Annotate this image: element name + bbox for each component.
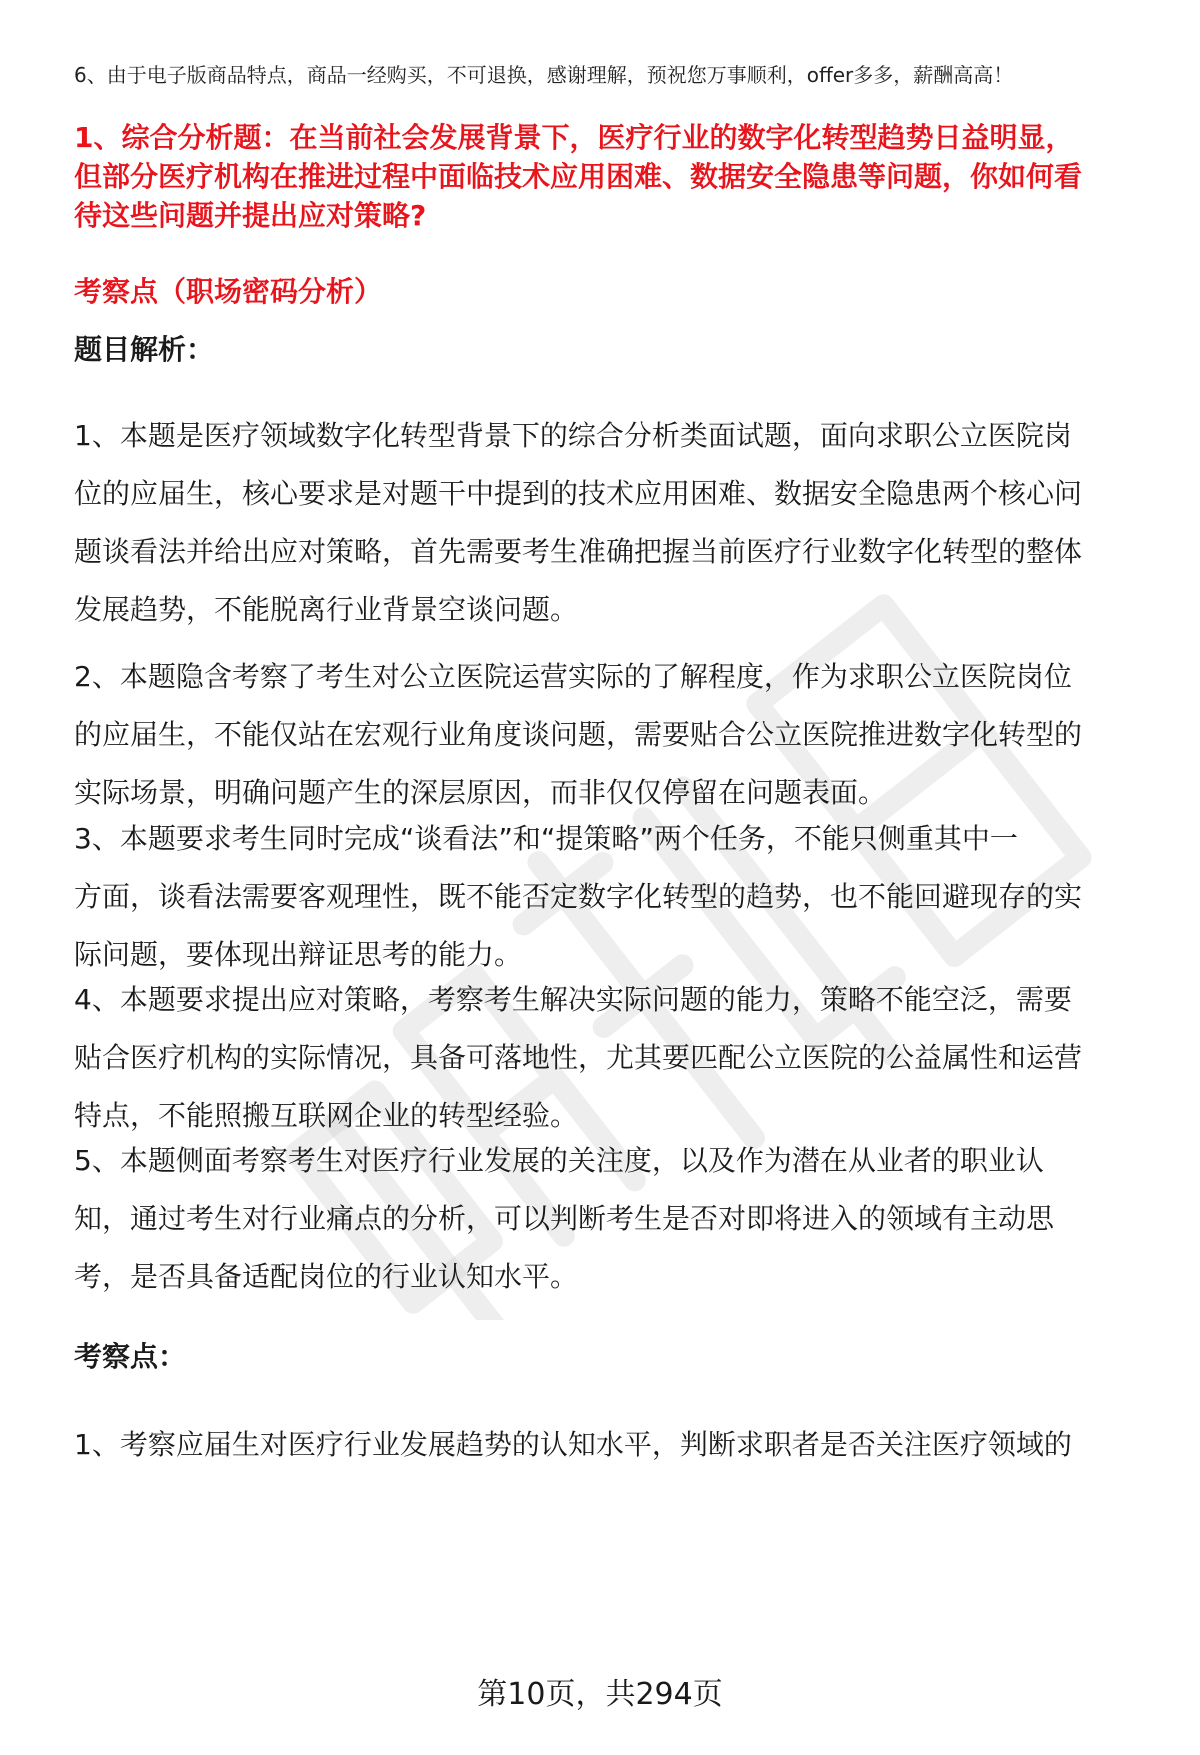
analysis-line: 4、本题要求提出应对策略，考察考生解决实际问题的能力，策略不能空泛，需要: [74, 983, 1072, 1016]
analysis-line: 题谈看法并给出应对策略，首先需要考生准确把握当前医疗行业数字化转型的整体: [74, 535, 1083, 568]
question-title: [74, 118, 1146, 235]
analysis-item: [74, 810, 1146, 984]
analysis-line: 方面，谈看法需要客观理性，既不能否定数字化转型的趋势，也不能回避现存的实: [74, 880, 1083, 913]
exam-point-red-heading: 考察点（职场密码分析）: [74, 275, 383, 308]
analysis-item: [74, 407, 1146, 639]
analysis-line: 3、本题要求考生同时完成“谈看法”和“提策略”两个任务，不能只侧重其中一: [74, 822, 1018, 855]
analysis-line: 1、本题是医疗领域数字化转型背景下的综合分析类面试题，面向求职公立医院岗: [74, 419, 1072, 452]
purchase-notice: 6、由于电子版商品特点，商品一经购买，不可退换，感谢理解，预祝您万事顺利，offer多多，薪酬高高！: [74, 63, 1014, 87]
exam-point-item: [74, 1416, 1146, 1474]
question-line: 但部分医疗机构在推进过程中面临技术应用困难、数据安全隐患等问题，你如何看: [74, 160, 1083, 193]
exam-point-line: 1、考察应届生对医疗行业发展趋势的认知水平，判断求职者是否关注医疗领域的: [74, 1428, 1072, 1461]
analysis-line: 考，是否具备适配岗位的行业认知水平。: [74, 1260, 579, 1293]
exam-points-heading: 考察点：: [74, 1340, 187, 1373]
analysis-item: [74, 971, 1146, 1145]
page-number: 第10页，共294页: [477, 1677, 723, 1712]
analysis-line: 知，通过考生对行业痛点的分析，可以判断考生是否对即将进入的领域有主动思: [74, 1202, 1055, 1235]
analysis-line: 5、本题侧面考察考生对医疗行业发展的关注度，以及作为潜在从业者的职业认: [74, 1144, 1044, 1177]
analysis-line: 实际场景，明确问题产生的深层原因，而非仅仅停留在问题表面。: [74, 776, 887, 809]
question-line: 1、综合分析题：在当前社会发展背景下，医疗行业的数字化转型趋势日益明显，: [74, 121, 1074, 154]
analysis-line: 贴合医疗机构的实际情况，具备可落地性，尤其要匹配公立医院的公益属性和运营: [74, 1041, 1083, 1074]
analysis-line: 特点，不能照搬互联网企业的转型经验。: [74, 1099, 579, 1132]
analysis-item: [74, 648, 1146, 822]
analysis-line: 的应届生，不能仅站在宏观行业角度谈问题，需要贴合公立医院推进数字化转型的: [74, 718, 1083, 751]
analysis-line: 2、本题隐含考察了考生对公立医院运营实际的了解程度，作为求职公立医院岗位: [74, 660, 1072, 693]
analysis-heading: 题目解析：: [74, 333, 215, 366]
analysis-item: [74, 1132, 1146, 1306]
analysis-line: 际问题，要体现出辩证思考的能力。: [74, 938, 523, 971]
question-line: 待这些问题并提出应对策略?: [74, 199, 427, 232]
analysis-line: 位的应届生，核心要求是对题干中提到的技术应用困难、数据安全隐患两个核心问: [74, 477, 1083, 510]
analysis-line: 发展趋势，不能脱离行业背景空谈问题。: [74, 593, 579, 626]
